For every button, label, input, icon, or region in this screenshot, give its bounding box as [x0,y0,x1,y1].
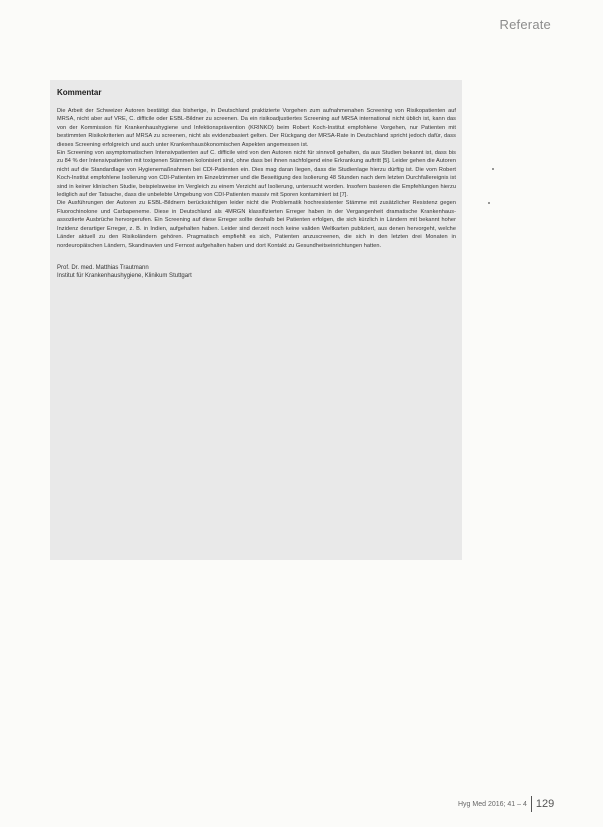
comment-paragraph-1: Die Arbeit der Schweizer Autoren bestätigt das bisherige, in Deutschland praktizierte Vorgehen zum aufnahmenahen Screening von Risikopatienten auf MRSA, nicht aber auf VRE, C. difficile oder ESBL-Bildner zu screenen. Da ein risikoadjustiertes Screening auf MRSA international nicht üblich ist, kann das von der Kommission für Krankenhaushygiene und Infektionsprävention (KRINKO) beim Robert Koch-Institut empfohlene Vorgehen, nur Patienten mit bestimmten Risikokriterien auf MRSA zu screenen, nicht als evidenzbasiert gelten. Der Rückgang der MRSA-Rate in Deutschland spricht jedoch dafür, dass dieses Screening erfolgreich und auch unter Krankenhausökonomischen Aspekten angemessen ist. [57,108,456,148]
scan-speck [492,168,494,170]
author-name: Prof. Dr. med. Matthias Trautmann [57,264,149,271]
comment-box [50,80,462,560]
comment-title: Kommentar [57,88,102,97]
page-separator [531,796,532,812]
page-footer [458,796,554,812]
scan-speck [488,202,490,204]
section-label: Referate [499,17,551,32]
author-affiliation: Institut für Krankenhaushygiene, Klinikum Stuttgart [57,273,192,280]
comment-paragraph-3: Die Ausführungen der Autoren zu ESBL-Bildnern berücksichtigen leider nicht die Problematik hochresistenter Stämme mit zusätzlicher Resistenz gegen Fluorochinolone und Carbapeneme. Diese in Deutschland als 4MRGN klassifizierten Erreger haben in der Vergangenheit dramatische Krankenhaus-assoziierte Ausbrüche hervorgerufen. Ein Screening auf diese Erreger sollte deshalb bei Patienten erfolgen, die sich kürzlich in Ländern mit bekannt hoher Inzidenz derartiger Erreger, z. B. in Indien, aufgehalten haben. Leider sind derzeit noch keine validen Weltkarten publiziert, aus denen hervorgeht, welche Länder aktuell zu den Risikoländern gehören. Pragmatisch empfiehlt es sich, Patienten anzuscreenen, die sich in den letzten drei Monaten in nordeuropäischen Ländern, Skandinavien und Fernost aufgehalten haben und dort Kontakt zu Gesundheitseinrichtungen hatten. [57,200,456,249]
signature [57,264,456,281]
journal-reference: Hyg Med 2016; 41 – 4 [458,800,527,808]
comment-paragraph-2: Ein Screening von asymptomatischen Intensivpatienten auf C. difficile wird von den Autoren nicht für sinnvoll gehalten, da aus Studien bekannt ist, dass bis zu 84 % der Intensivpatienten mit toxigenen Stämmen kolonisiert sind, ohne dass bei ihnen nachfolgend eine Erkrankung auftritt [5]. Leider gehen die Autoren nicht auf die Standardlage von Hygienemaßnahmen bei CDI-Patienten ein. Dies mag daran liegen, dass die Studienlage hierzu dürftig ist. Die vom Robert Koch-Institut empfohlene Isolierung von CDI-Patienten im Einzelzimmer und die Beseitigung des Isolierung 48 Stunden nach dem letzten Durchfallereignis ist sind in keiner klinischen Studie, beispielsweise im Vergleich zu einem Verzicht auf Isolierung, untersucht worden. Insofern basieren die Empfehlungen hierzu lediglich auf der Tatsache, dass die unbelebte Umgebung von CDI-Patienten massiv mit Sporen kontaminiert ist [7]. [57,150,456,199]
page-number: 129 [535,798,555,810]
